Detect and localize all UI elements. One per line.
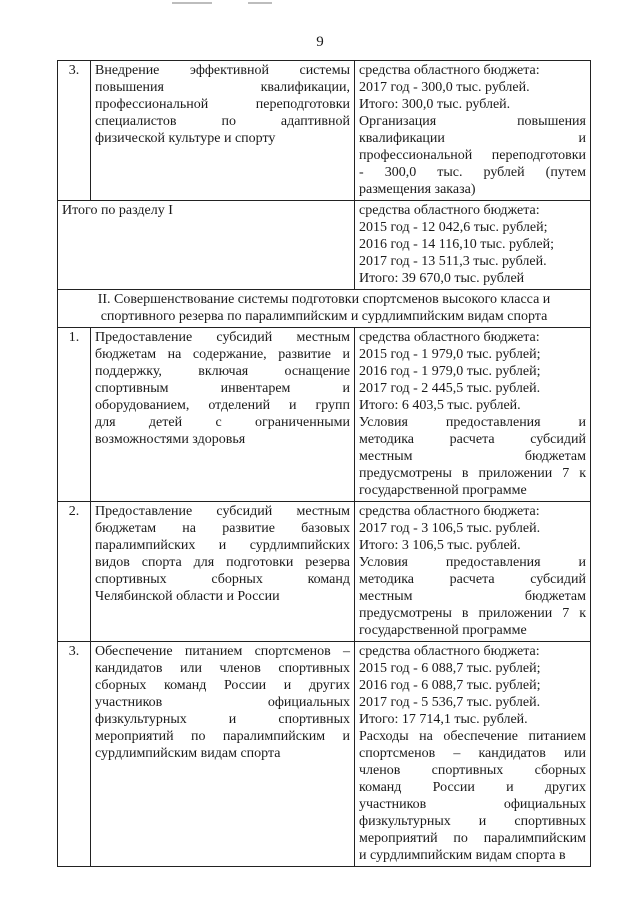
section-total-label: Итого по разделу I bbox=[58, 201, 355, 290]
funding-lines bbox=[359, 643, 586, 728]
section-heading-row bbox=[58, 290, 591, 328]
scan-edge-mark bbox=[172, 2, 212, 4]
event-text-line: участников официальных bbox=[95, 695, 350, 710]
budget-table bbox=[57, 60, 591, 867]
row-number: 1. bbox=[58, 328, 91, 502]
row-number: 3. bbox=[58, 642, 91, 867]
funding-lines-line: 2016 год - 1 979,0 тыс. рублей; bbox=[359, 364, 541, 379]
funding-note-line: предусмотрены в приложении 7 к bbox=[359, 606, 586, 621]
funding-note-line: местным бюджетам bbox=[359, 589, 586, 604]
event-text-line: физической культуре и спорту bbox=[95, 131, 276, 146]
event-text-line: повышения квалификации, bbox=[95, 80, 350, 95]
funding-lines-line: 2015 год - 6 088,7 тыс. рублей; bbox=[359, 661, 541, 676]
funding-lines-line: 2017 год - 2 445,5 тыс. рублей. bbox=[359, 381, 541, 396]
funding-lines-line: 2017 год - 3 106,5 тыс. рублей. bbox=[359, 521, 541, 536]
page-number: 9 bbox=[316, 34, 324, 50]
event-text-line: бюджетам на содержание, развитие и bbox=[95, 347, 350, 362]
funding-note bbox=[359, 554, 586, 639]
section-total-row bbox=[58, 201, 591, 290]
funding-lines-line: 2015 год - 1 979,0 тыс. рублей; bbox=[359, 347, 541, 362]
event-cell bbox=[91, 502, 355, 642]
funding-note-line: методика расчета субсидий bbox=[359, 572, 586, 587]
event-text-line: оборудованием, отделений и групп bbox=[95, 398, 350, 413]
funding-lines-line: средства областного бюджета: bbox=[359, 63, 540, 78]
funding-cell bbox=[355, 328, 591, 502]
funding-note-line: участников официальных bbox=[359, 797, 586, 812]
funding-note-line: мероприятий по паралимпийским bbox=[359, 831, 586, 846]
event-text-line: для детей с ограниченными bbox=[95, 415, 350, 430]
funding-cell bbox=[355, 61, 591, 201]
event-text-line: кандидатов или членов спортивных bbox=[95, 661, 350, 676]
funding-lines-line: 2017 год - 5 536,7 тыс. рублей. bbox=[359, 695, 541, 710]
event-cell bbox=[91, 328, 355, 502]
funding-lines-line: Итого: 6 403,5 тыс. рублей. bbox=[359, 398, 521, 413]
funding-note-line: Условия предоставления и bbox=[359, 415, 586, 430]
table-row bbox=[58, 642, 591, 867]
funding-note-line: государственной программе bbox=[359, 623, 527, 638]
event-text-line: профессиональной переподготовки bbox=[95, 97, 350, 112]
funding-note bbox=[359, 113, 586, 198]
funding-lines-line: 2015 год - 12 042,6 тыс. рублей; bbox=[359, 220, 548, 235]
funding-note-line: физкультурных и спортивных bbox=[359, 814, 586, 829]
section-heading: II. Совершенствование системы подготовки спортсменов высокого класса и спортивного резерва по паралимпийским и сурдлимпийским видам спорта bbox=[58, 290, 591, 328]
funding-note-line: команд России и других bbox=[359, 780, 586, 795]
event-text-line: мероприятий по паралимпийским и bbox=[95, 729, 350, 744]
funding-note-line: Расходы на обеспечение питанием bbox=[359, 729, 586, 744]
funding-lines-line: средства областного бюджета: bbox=[359, 644, 540, 659]
scan-edge-mark bbox=[248, 2, 272, 4]
funding-note-line: Организация повышения bbox=[359, 114, 586, 129]
event-text-line: спортивным инвентарем и bbox=[95, 381, 350, 396]
funding-note bbox=[359, 414, 586, 499]
funding-lines-line: Итого: 3 106,5 тыс. рублей. bbox=[359, 538, 521, 553]
funding-note-line: профессиональной переподготовки bbox=[359, 148, 586, 163]
event-text-line: Обеспечение питанием спортсменов – bbox=[95, 644, 350, 659]
funding-note-line: спортсменов – кандидатов или bbox=[359, 746, 586, 761]
event-text-line: Предоставление субсидий местным bbox=[95, 330, 350, 345]
table-row bbox=[58, 61, 591, 201]
funding-lines-line: средства областного бюджета: bbox=[359, 330, 540, 345]
event-text bbox=[95, 643, 350, 762]
event-text-line: возможностями здоровья bbox=[95, 432, 246, 447]
event-text-line: физкультурных и спортивных bbox=[95, 712, 350, 727]
funding-lines-line: средства областного бюджета: bbox=[359, 203, 540, 218]
row-number: 2. bbox=[58, 502, 91, 642]
event-text-line: Челябинской области и России bbox=[95, 589, 280, 604]
event-text bbox=[95, 329, 350, 448]
event-text-line: Внедрение эффективной системы bbox=[95, 63, 350, 78]
event-cell bbox=[91, 642, 355, 867]
funding-lines bbox=[359, 329, 586, 414]
funding-lines-line: 2016 год - 14 116,10 тыс. рублей; bbox=[359, 237, 554, 252]
funding-lines-line: Итого: 39 670,0 тыс. рублей bbox=[359, 271, 525, 286]
funding-lines-line: 2017 год - 300,0 тыс. рублей. bbox=[359, 80, 530, 95]
funding-note-line: Условия предоставления и bbox=[359, 555, 586, 570]
funding-note-line: методика расчета субсидий bbox=[359, 432, 586, 447]
funding-cell bbox=[355, 201, 591, 290]
funding-note-line: квалификации и bbox=[359, 131, 586, 146]
funding-note-line: предусмотрены в приложении 7 к bbox=[359, 466, 586, 481]
funding-lines bbox=[359, 503, 586, 554]
funding-note-line: членов спортивных сборных bbox=[359, 763, 586, 778]
row-number: 3. bbox=[58, 61, 91, 201]
funding-cell bbox=[355, 502, 591, 642]
event-text-line: поддержку, включая оснащение bbox=[95, 364, 350, 379]
funding-lines-line: 2016 год - 6 088,7 тыс. рублей; bbox=[359, 678, 541, 693]
event-text-line: бюджетам на развитие базовых bbox=[95, 521, 350, 536]
event-text bbox=[95, 62, 350, 147]
event-cell bbox=[91, 61, 355, 201]
table-row bbox=[58, 502, 591, 642]
event-text-line: спортивных сборных команд bbox=[95, 572, 350, 587]
funding-lines-line: Итого: 17 714,1 тыс. рублей. bbox=[359, 712, 528, 727]
funding-lines-line: 2017 год - 13 511,3 тыс. рублей. bbox=[359, 254, 547, 269]
event-text-line: видов спорта для подготовки резерва bbox=[95, 555, 350, 570]
event-text-line: Предоставление субсидий местным bbox=[95, 504, 350, 519]
funding-lines-line: средства областного бюджета: bbox=[359, 504, 540, 519]
funding-lines-line: Итого: 300,0 тыс. рублей. bbox=[359, 97, 511, 112]
event-text bbox=[95, 503, 350, 605]
funding-note-line: размещения заказа) bbox=[359, 182, 476, 197]
event-text-line: паралимпийских и сурдлимпийских bbox=[95, 538, 350, 553]
funding-cell bbox=[355, 642, 591, 867]
event-text-line: специалистов по адаптивной bbox=[95, 114, 350, 129]
funding-lines bbox=[359, 202, 586, 287]
event-text-line: сурдлимпийским видам спорта bbox=[95, 746, 281, 761]
funding-note-line: государственной программе bbox=[359, 483, 527, 498]
event-text-line: сборных команд России и других bbox=[95, 678, 350, 693]
funding-note-line: - 300,0 тыс. рублей (путем bbox=[359, 165, 586, 180]
funding-note-line: местным бюджетам bbox=[359, 449, 586, 464]
funding-lines bbox=[359, 62, 586, 113]
funding-note bbox=[359, 728, 586, 864]
table-row bbox=[58, 328, 591, 502]
funding-note-line: и сурдлимпийским видам спорта в bbox=[359, 848, 566, 863]
